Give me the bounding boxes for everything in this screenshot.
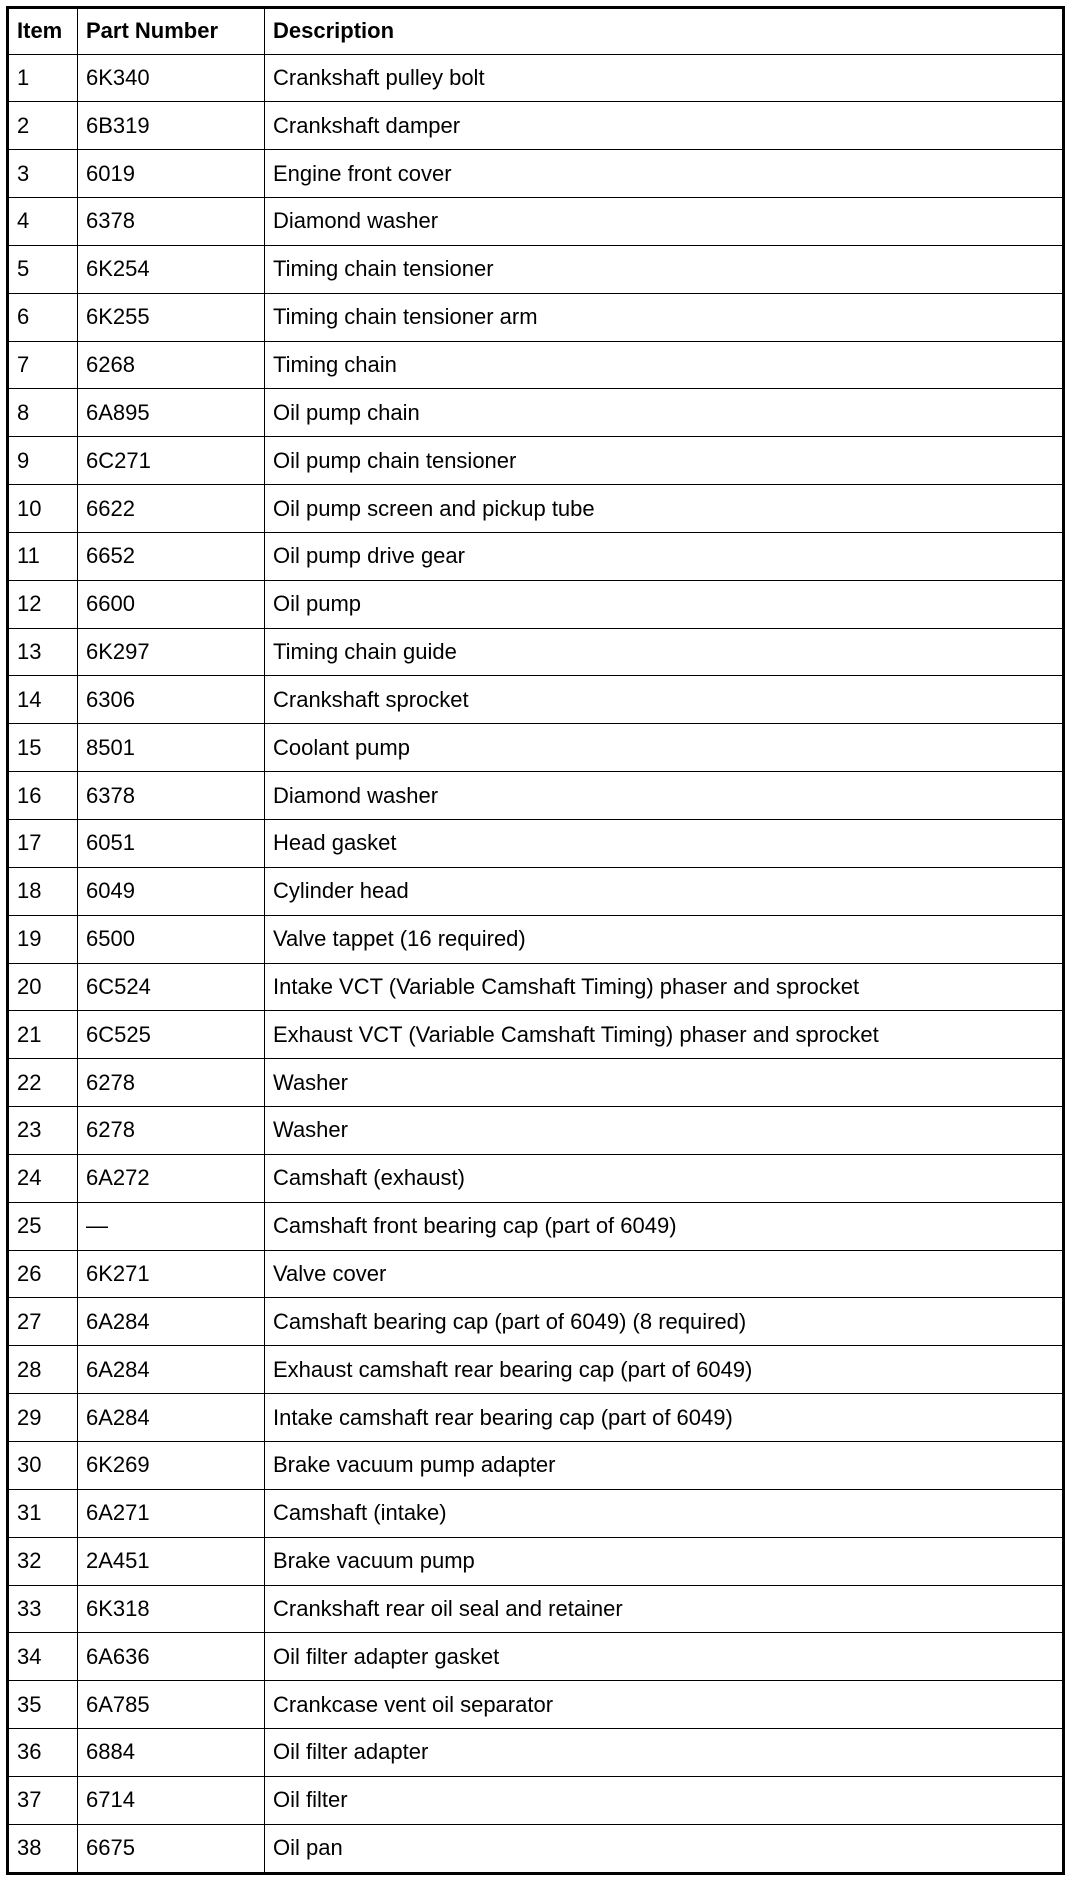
parts-table [6,6,1065,1875]
description-cell: Diamond washer [265,198,1064,246]
item-cell: 13 [8,628,78,676]
item-cell: 4 [8,198,78,246]
description-cell: Camshaft bearing cap (part of 6049) (8 required) [265,1298,1064,1346]
table-row [8,341,1064,389]
table-body [8,54,1064,1874]
table-row [8,1011,1064,1059]
part-number-cell: 6B319 [78,102,265,150]
item-cell: 34 [8,1633,78,1681]
description-cell: Oil pump [265,580,1064,628]
table-row [8,1824,1064,1873]
item-cell: 11 [8,532,78,580]
description-cell: Timing chain [265,341,1064,389]
description-cell: Crankshaft damper [265,102,1064,150]
part-number-cell: 6051 [78,820,265,868]
part-number-cell: 6622 [78,485,265,533]
part-number-cell: 6C525 [78,1011,265,1059]
table-row [8,820,1064,868]
part-number-cell: 6K269 [78,1441,265,1489]
description-cell: Oil pump screen and pickup tube [265,485,1064,533]
header-row [8,8,1064,55]
item-cell: 9 [8,437,78,485]
item-cell: 24 [8,1154,78,1202]
description-cell: Oil filter adapter gasket [265,1633,1064,1681]
description-cell: Cylinder head [265,867,1064,915]
part-number-cell: 8501 [78,724,265,772]
description-cell: Timing chain guide [265,628,1064,676]
item-cell: 29 [8,1394,78,1442]
part-number-cell: 6A284 [78,1298,265,1346]
description-cell: Oil pump drive gear [265,532,1064,580]
item-cell: 12 [8,580,78,628]
description-cell: Oil pan [265,1824,1064,1873]
item-cell: 31 [8,1489,78,1537]
table-row [8,1059,1064,1107]
table-row [8,245,1064,293]
description-cell: Head gasket [265,820,1064,868]
description-cell: Oil pump chain tensioner [265,437,1064,485]
part-number-cell: 2A451 [78,1537,265,1585]
part-number-cell: 6652 [78,532,265,580]
table-row [8,293,1064,341]
description-cell: Exhaust camshaft rear bearing cap (part of 6049) [265,1346,1064,1394]
table-row [8,1489,1064,1537]
description-cell: Timing chain tensioner arm [265,293,1064,341]
item-cell: 27 [8,1298,78,1346]
description-cell: Engine front cover [265,150,1064,198]
item-cell: 19 [8,915,78,963]
part-number-cell: 6A636 [78,1633,265,1681]
item-cell: 33 [8,1585,78,1633]
table-row [8,1154,1064,1202]
part-number-cell: 6378 [78,772,265,820]
part-number-cell: 6A284 [78,1394,265,1442]
description-cell: Crankshaft pulley bolt [265,54,1064,102]
item-cell: 21 [8,1011,78,1059]
header-description: Description [265,8,1064,55]
table-row [8,867,1064,915]
part-number-cell: 6A895 [78,389,265,437]
description-cell: Oil filter [265,1776,1064,1824]
table-row [8,485,1064,533]
description-cell: Timing chain tensioner [265,245,1064,293]
part-number-cell: 6675 [78,1824,265,1873]
table-row [8,1107,1064,1155]
description-cell: Brake vacuum pump [265,1537,1064,1585]
table-row [8,198,1064,246]
item-cell: 30 [8,1441,78,1489]
part-number-cell: 6K255 [78,293,265,341]
description-cell: Brake vacuum pump adapter [265,1441,1064,1489]
description-cell: Oil filter adapter [265,1729,1064,1777]
table-row [8,1298,1064,1346]
header-item: Item [8,8,78,55]
part-number-cell: 6600 [78,580,265,628]
item-cell: 14 [8,676,78,724]
table-header [8,8,1064,55]
header-part-number: Part Number [78,8,265,55]
part-number-cell: 6C524 [78,963,265,1011]
item-cell: 8 [8,389,78,437]
part-number-cell: 6A785 [78,1681,265,1729]
part-number-cell: 6K254 [78,245,265,293]
table-row [8,676,1064,724]
description-cell: Exhaust VCT (Variable Camshaft Timing) phaser and sprocket [265,1011,1064,1059]
description-cell: Washer [265,1107,1064,1155]
item-cell: 22 [8,1059,78,1107]
part-number-cell: 6A271 [78,1489,265,1537]
part-number-cell: 6306 [78,676,265,724]
table-row [8,963,1064,1011]
table-row [8,437,1064,485]
part-number-cell: 6884 [78,1729,265,1777]
table-row [8,724,1064,772]
part-number-cell: 6K340 [78,54,265,102]
description-cell: Crankshaft sprocket [265,676,1064,724]
part-number-cell: 6278 [78,1059,265,1107]
description-cell: Camshaft (intake) [265,1489,1064,1537]
table-row [8,580,1064,628]
table-row [8,1537,1064,1585]
item-cell: 36 [8,1729,78,1777]
part-number-cell: 6C271 [78,437,265,485]
part-number-cell: 6019 [78,150,265,198]
part-number-cell: 6049 [78,867,265,915]
part-number-cell: 6500 [78,915,265,963]
table-row [8,389,1064,437]
item-cell: 35 [8,1681,78,1729]
table-row [8,1776,1064,1824]
description-cell: Oil pump chain [265,389,1064,437]
part-number-cell: 6A272 [78,1154,265,1202]
description-cell: Valve tappet (16 required) [265,915,1064,963]
part-number-cell: 6268 [78,341,265,389]
description-cell: Washer [265,1059,1064,1107]
item-cell: 10 [8,485,78,533]
description-cell: Coolant pump [265,724,1064,772]
item-cell: 26 [8,1250,78,1298]
part-number-cell: 6278 [78,1107,265,1155]
item-cell: 6 [8,293,78,341]
item-cell: 16 [8,772,78,820]
table-row [8,1202,1064,1250]
table-row [8,1681,1064,1729]
table-row [8,150,1064,198]
table-row [8,54,1064,102]
table-row [8,915,1064,963]
item-cell: 7 [8,341,78,389]
table-row [8,1633,1064,1681]
description-cell: Camshaft (exhaust) [265,1154,1064,1202]
item-cell: 18 [8,867,78,915]
description-cell: Camshaft front bearing cap (part of 6049) [265,1202,1064,1250]
table-row [8,532,1064,580]
item-cell: 15 [8,724,78,772]
item-cell: 1 [8,54,78,102]
item-cell: 32 [8,1537,78,1585]
table-row [8,1729,1064,1777]
part-number-cell: 6K297 [78,628,265,676]
part-number-cell: 6K271 [78,1250,265,1298]
item-cell: 38 [8,1824,78,1873]
item-cell: 2 [8,102,78,150]
item-cell: 3 [8,150,78,198]
item-cell: 25 [8,1202,78,1250]
table-row [8,1585,1064,1633]
item-cell: 17 [8,820,78,868]
part-number-cell: 6378 [78,198,265,246]
table-row [8,1346,1064,1394]
item-cell: 5 [8,245,78,293]
description-cell: Valve cover [265,1250,1064,1298]
part-number-cell: 6A284 [78,1346,265,1394]
table-row [8,1394,1064,1442]
table-row [8,772,1064,820]
part-number-cell: — [78,1202,265,1250]
description-cell: Diamond washer [265,772,1064,820]
description-cell: Intake VCT (Variable Camshaft Timing) phaser and sprocket [265,963,1064,1011]
description-cell: Intake camshaft rear bearing cap (part of 6049) [265,1394,1064,1442]
item-cell: 37 [8,1776,78,1824]
description-cell: Crankshaft rear oil seal and retainer [265,1585,1064,1633]
item-cell: 23 [8,1107,78,1155]
part-number-cell: 6714 [78,1776,265,1824]
table-row [8,102,1064,150]
table-row [8,1250,1064,1298]
table-row [8,1441,1064,1489]
table-row [8,628,1064,676]
part-number-cell: 6K318 [78,1585,265,1633]
description-cell: Crankcase vent oil separator [265,1681,1064,1729]
item-cell: 28 [8,1346,78,1394]
item-cell: 20 [8,963,78,1011]
